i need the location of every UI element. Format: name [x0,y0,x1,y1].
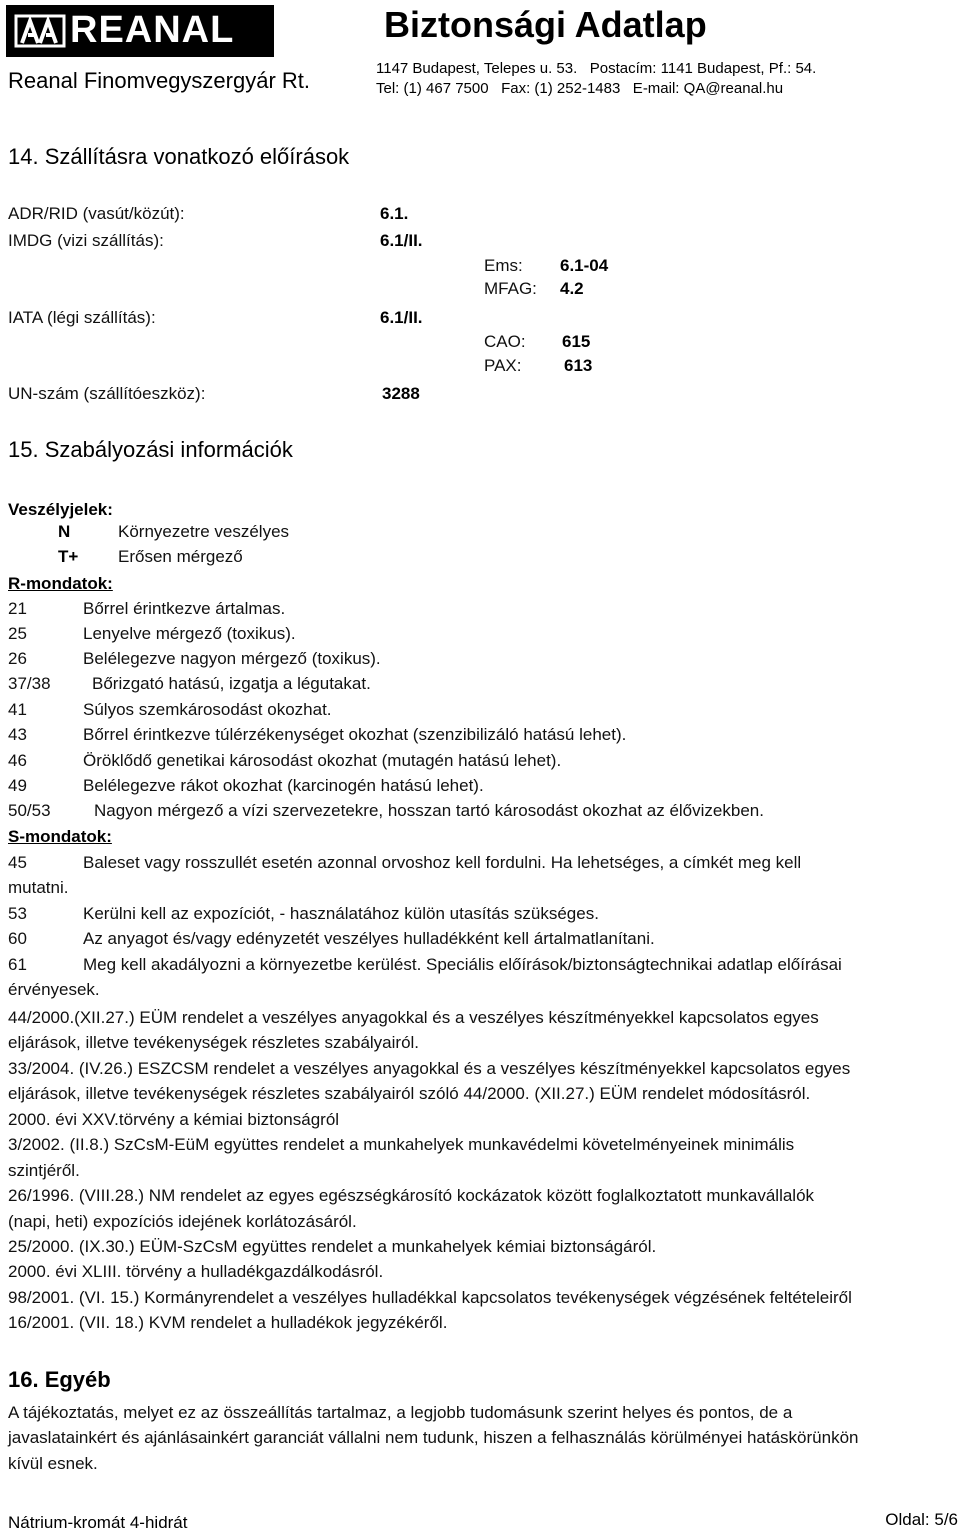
un-label: UN-szám (szállítóeszköz): [8,384,206,403]
company-name: Reanal Finomvegyszergyár Rt. [8,68,311,93]
mfag-value: 4.2 [560,279,584,298]
mfag-label: MFAG: [484,279,537,298]
r-phrase-text: Öröklődő genetikai károsodást okozhat (mutagén hatású lehet). [83,751,562,770]
footer-page-number: Oldal: 5/6 [885,1510,958,1529]
regulation-line: 3/2002. (II.8.) SzCsM-EüM együttes rendelet a munkahelyek munkavédelmi követelményeinek minimális [8,1135,795,1154]
pax-value: 613 [564,356,593,375]
address-line-2: Tel: (1) 467 7500 Fax: (1) 252-1483 E-mail: QA@reanal.hu [376,80,784,97]
cao-label: CAO: [484,332,526,351]
hazard-symbols-heading: Veszélyjelek: [8,500,113,519]
iata-value: 6.1/II. [380,308,423,327]
regulation-line: szintjéről. [8,1161,80,1180]
cao-value: 615 [562,332,591,351]
iata-label: IATA (légi szállítás): [8,308,156,327]
s-phrase-code: 60 [8,929,27,948]
r-phrase-code: 46 [8,751,27,770]
disclaimer-line: javaslatainkért és ajánlásainkért garanciát vállalni nem tudunk, hiszen a felhasználás körülményei hatáskörünkön [8,1428,859,1447]
r-phrase-code: 25 [8,624,27,643]
ems-value: 6.1-04 [560,256,609,275]
section-16-title: 16. Egyéb [8,1367,111,1392]
r-phrase-text: Súlyos szemkárosodást okozhat. [83,700,332,719]
regulation-line: (napi, heti) expozíciós idejének korlátozásáról. [8,1212,357,1231]
pax-label: PAX: [484,356,522,375]
hazard-code: N [58,522,71,541]
disclaimer-line: A tájékoztatás, melyet ez az összeállítás tartalmaz, a legjobb tudomásunk szerint helyes és pontos, de a [8,1403,793,1422]
adr-value: 6.1. [380,204,409,223]
company-logo [6,5,274,57]
disclaimer-line: kívül esnek. [8,1454,98,1473]
un-value: 3288 [382,384,420,403]
r-phrase-code: 26 [8,649,27,668]
regulation-line: 26/1996. (VIII.28.) NM rendelet az egyes egészségkárosító kockázatok között foglalkoztatott munkavállalók [8,1186,815,1205]
r-phrase-code: 21 [8,599,27,618]
address-line-1: 1147 Budapest, Telepes u. 53. Postacím: 1141 Budapest, Pf.: 54. [376,60,817,77]
regulation-line: 44/2000.(XII.27.) EÜM rendelet a veszélyes anyagokkal és a veszélyes készítményekkel kapcsolatos egyes [8,1008,819,1027]
regulation-line: eljárások, illetve tevékenységek részletes szabályairól. [8,1033,420,1052]
r-phrase-code: 41 [8,700,27,719]
document-title: Biztonsági Adatlap [384,4,707,45]
section-15-title: 15. Szabályozási információk [8,437,293,462]
r-phrase-code: 43 [8,725,27,744]
r-phrase-text: Nagyon mérgező a vízi szervezetekre, hosszan tartó károsodást okozhat az élővizekben. [94,801,764,820]
r-phrase-text: Belélegezve rákot okozhat (karcinogén hatású lehet). [83,776,484,795]
s-phrase-continuation: érvényesek. [8,980,100,999]
s-phrase-code: 61 [8,955,27,974]
s-phrase-text: Baleset vagy rosszullét esetén azonnal orvoshoz kell fordulni. Ha lehetséges, a címkét meg kell [83,853,802,872]
section-14-title: 14. Szállításra vonatkozó előírások [8,144,350,169]
r-phrase-text: Bőrrel érintkezve ártalmas. [83,599,286,618]
imdg-label: IMDG (vizi szállítás): [8,231,164,250]
s-phrase-code: 53 [8,904,27,923]
r-phrase-code: 37/38 [8,674,51,693]
s-phrase-text: Meg kell akadályozni a környezetbe kerülést. Speciális előírások/biztonságtechnikai adatlap előírásai [83,955,842,974]
regulation-line: 2000. évi XLIII. törvény a hulladékgazdálkodásról. [8,1262,384,1281]
regulation-line: 33/2004. (IV.26.) ESZCSM rendelet a veszélyes anyagokkal és a veszélyes készítményekkel kapcsolatos egyes [8,1059,851,1078]
hazard-text: Erősen mérgező [118,547,243,566]
logo-text: REANAL [70,9,235,51]
ems-label: Ems: [484,256,523,275]
r-phrase-text: Belélegezve nagyon mérgező (toxikus). [83,649,381,668]
adr-label: ADR/RID (vasút/közút): [8,204,185,223]
imdg-value: 6.1/II. [380,231,423,250]
s-phrase-text: Kerülni kell az expozíciót, - használatához külön utasítás szükséges. [83,904,599,923]
regulation-line: 98/2001. (VI. 15.) Kormányrendelet a veszélyes hulladékkal kapcsolatos tevékenységek végzésének feltételeiről [8,1288,852,1307]
hazard-code: T+ [58,547,79,566]
r-phrase-text: Bőrizgató hatású, izgatja a légutakat. [92,674,371,693]
footer-product-name: Nátrium-kromát 4-hidrát [8,1513,188,1532]
s-phrase-code: 45 [8,853,27,872]
regulation-line: 25/2000. (IX.30.) EÜM-SzCsM együttes rendelet a munkahelyek kémiai biztonságáról. [8,1237,657,1256]
s-phrase-text: Az anyagot és/vagy edényzetét veszélyes hulladékként kell ártalmatlanítani. [83,929,655,948]
regulation-line: eljárások, illetve tevékenységek részletes szabályairól szóló 44/2000. (XII.27.) EÜM rendelet módosításról. [8,1084,811,1103]
r-phrase-text: Bőrrel érintkezve túlérzékenységet okozhat (szenzibilizáló hatású lehet). [83,725,627,744]
r-phrases-heading: R-mondatok: [8,574,113,593]
r-phrase-code: 49 [8,776,27,795]
regulation-line: 16/2001. (VII. 18.) KVM rendelet a hulladékok jegyzékéről. [8,1313,448,1332]
reanal-emblem-icon [14,13,66,49]
hazard-text: Környezetre veszélyes [118,522,290,541]
r-phrase-code: 50/53 [8,801,51,820]
s-phrases-heading: S-mondatok: [8,827,112,846]
r-phrase-text: Lenyelve mérgező (toxikus). [83,624,296,643]
s-phrase-continuation: mutatni. [8,878,69,897]
regulation-line: 2000. évi XXV.törvény a kémiai biztonságról [8,1110,340,1129]
